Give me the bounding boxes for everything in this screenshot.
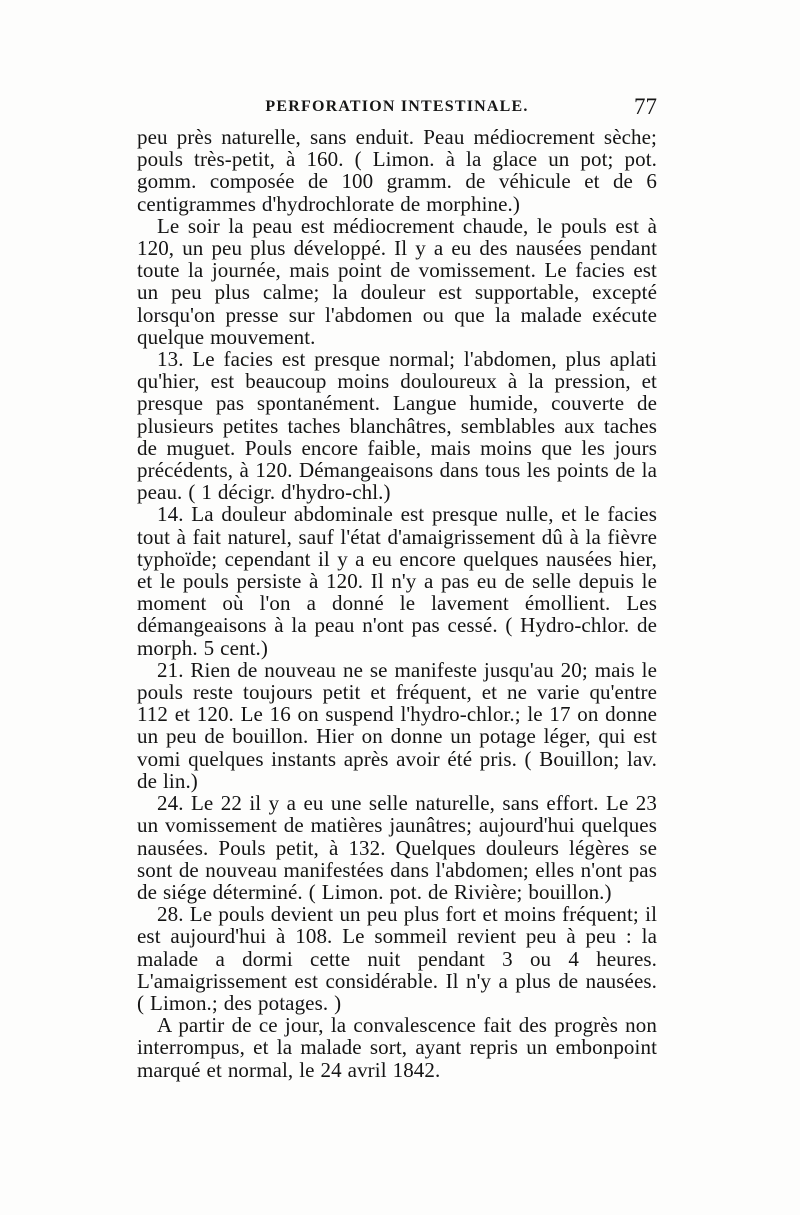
running-title: PERFORATION INTESTINALE. xyxy=(265,98,529,115)
paragraph-day-14: 14. La douleur abdominale est presque nulle, et le facies tout à fait naturel, sauf l'état d'amaigrissement dû à la fièvre typhoïde; cependant il y a eu encore quelques nausées hier, et le pouls persiste à 120. Il n'y a pas eu de selle depuis le moment où l'on a donné le lavement émollient. Les démangeaisons à la peau n'ont pas cessé. ( Hydro-chlor. de morph. 5 cent.) xyxy=(137,502,657,660)
running-head xyxy=(137,94,657,122)
paragraph-day-24: 24. Le 22 il y a eu une selle naturelle, sans effort. Le 23 un vomissement de matières jaunâtres; aujourd'hui quelques nausées. Pouls petit, à 132. Quelques douleurs légères se sont de nouveau manifestées dans l'abdomen; elles n'ont pas de siége déterminé. ( Limon. pot. de Rivière; bouillon.) xyxy=(137,791,657,904)
paragraph-continued: peu près naturelle, sans enduit. Peau médiocrement sèche; pouls très-petit, à 160. ( Limon. à la glace un pot; pot. gomm. composée de 100 gramm. de véhicule et de 6 centigrammes d'hydrochlorate de morphine.) xyxy=(137,125,657,216)
paragraph-evening: Le soir la peau est médiocrement chaude, le pouls est à 120, un peu plus développé. Il y a eu des nausées pendant toute la journée, mais point de vomissement. Le facies est un peu plus calme; la douleur est supportable, excepté lorsqu'on presse sur l'abdomen ou que la malade exécute quelque mouvement. xyxy=(137,213,657,349)
page-number: 77 xyxy=(634,94,657,119)
paragraph-day-13: 13. Le facies est presque normal; l'abdomen, plus aplati qu'hier, est beaucoup moins douloureux à la pression, et presque pas spontanément. Langue humide, couverte de plusieurs petites taches blanchâtres, semblables aux taches de muguet. Pouls encore faible, mais moins que les jours précédents, à 120. Démangeaisons dans tous les points de la peau. ( 1 décigr. d'hydro-chl.) xyxy=(137,347,657,505)
body-text xyxy=(137,126,657,1081)
paragraph-day-21: 21. Rien de nouveau ne se manifeste jusqu'au 20; mais le pouls reste toujours petit et fréquent, et ne varie qu'entre 112 et 120. Le 16 on suspend l'hydro-chlor.; le 17 on donne un peu de bouillon. Hier on donne un potage léger, qui est vomi quelques instants après avoir été pris. ( Bouillon; lav. de lin.) xyxy=(137,657,657,793)
paragraph-day-28: 28. Le pouls devient un peu plus fort et moins fréquent; il est aujourd'hui à 108. Le sommeil revient peu à peu : la malade a dormi cette nuit pendant 3 ou 4 heures. L'amaigrissement est considérable. Il n'y a plus de nausées. ( Limon.; des potages. ) xyxy=(137,902,657,1015)
paragraph-convalescence: A partir de ce jour, la convalescence fait des progrès non interrompus, et la malade sort, ayant repris un embonpoint marqué et normal, le 24 avril 1842. xyxy=(137,1013,657,1082)
